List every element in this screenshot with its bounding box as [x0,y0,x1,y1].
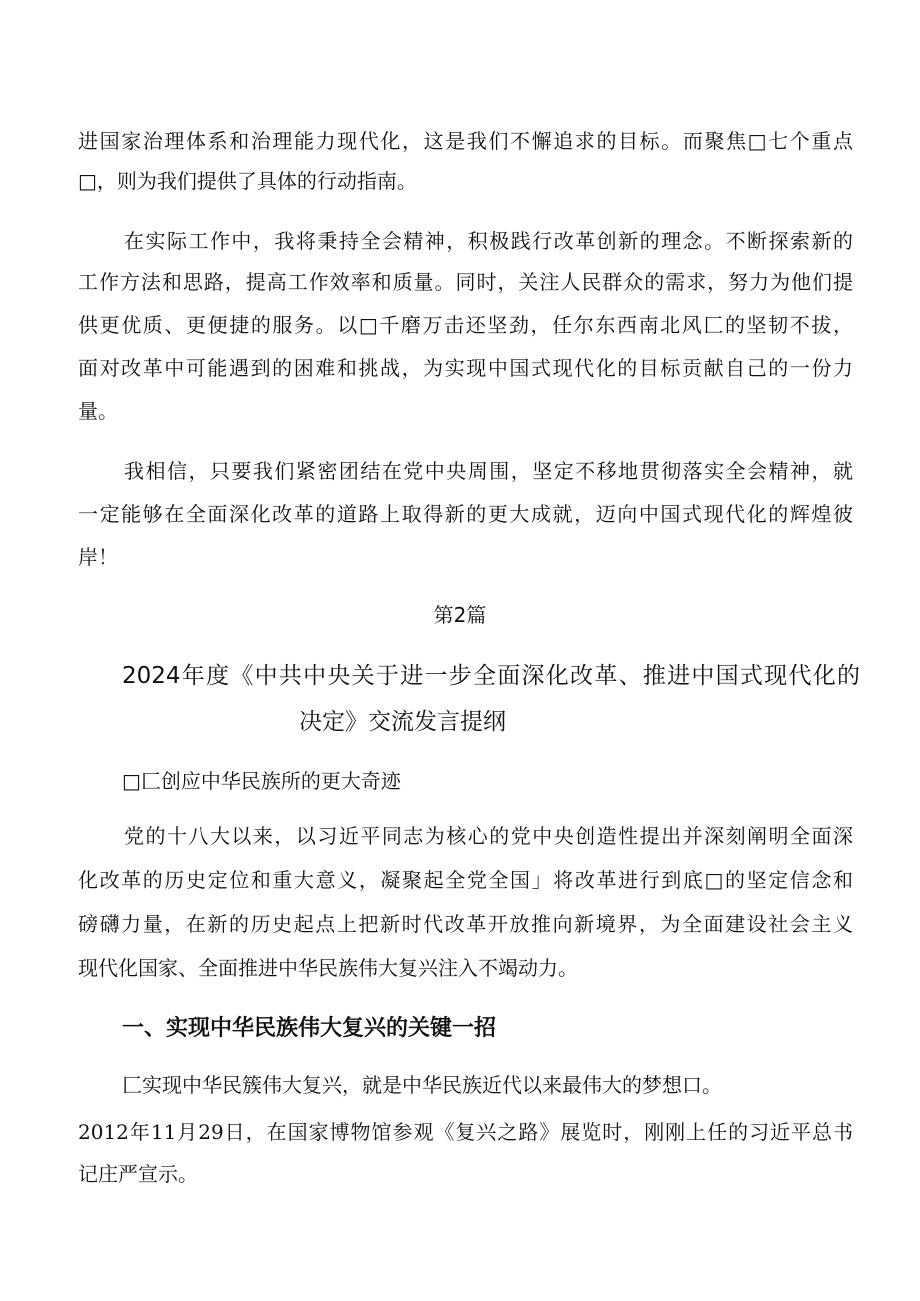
paragraph-3-line-3: 岸！ [78,545,118,569]
paragraph-4-line-1: 党的十八大以来，以习近平同志为核心的党中央创造性提出并深刻阐明全面深 [124,824,853,848]
document-title-line-1: 2024年度《中共中央关于进一步全面深化改革、推进中国式现代化的 [122,663,860,689]
paragraph-2-line-2: 工作方法和思路，提高工作效率和质量。同时，关注人民群众的需求，努力为他们提 [78,270,853,294]
paragraph-4-line-3: 磅礴力量，在新的历史起点上把新时代改革开放推向新境界，为全面建设社会主义 [78,912,853,936]
paragraph-5-line-3: 记庄严宣示。 [78,1162,198,1186]
section-label: 第2篇 [433,603,487,627]
paragraph-4-line-2: 化改革的历史定位和重大意义，凝聚起全党全国」将改革进行到底□的坚定信念和 [78,868,853,892]
paragraph-2-line-4: 面对改革中可能遇到的困难和挑战，为实现中国式现代化的目标贡献自己的一份力 [78,356,853,380]
paragraph-2-line-3: 供更优质、更便捷的服务。以□千磨万击还坚劲，任尔东西南北风匚的坚韧不拔， [78,313,853,337]
paragraph-1-line-2: □，则为我们提供了具体的行动指南。 [78,169,417,193]
paragraph-3-line-1: 我相信，只要我们紧密团结在党中央周围，坚定不移地贯彻落实全会精神，就 [124,459,853,483]
paragraph-3-line-2: 一定能够在全面深化改革的道路上取得新的更大成就，迈向中国式现代化的辉煌彼 [78,502,853,526]
document-title-line-2: 决定》交流发言提纲 [299,709,506,735]
paragraph-2-line-5: 量。 [78,399,118,423]
paragraph-1-line-1: 进国家治理体系和治理能力现代化，这是我们不懈追求的目标。而聚焦□七个重点 [78,129,853,153]
paragraph-5-line-2: 2012年11月29日，在国家博物馆参观《复兴之路》展览时，刚刚上任的习近平总书 [78,1120,853,1144]
subtitle: □匚创应中华民族所的更大奇迹 [122,769,401,793]
paragraph-2-line-1: 在实际工作中，我将秉持全会精神，积极践行改革创新的理念。不断探索新的 [124,229,853,253]
paragraph-4-line-4: 现代化国家、全面推进中华民族伟大复兴注入不竭动力。 [78,956,578,980]
paragraph-5-line-1: 匚实现中华民簇伟大复兴，就是中华民族近代以来最伟大的梦想口。 [122,1073,722,1097]
section-heading-1: 一、实现中华民族伟大复兴的关键一招 [122,1016,497,1041]
